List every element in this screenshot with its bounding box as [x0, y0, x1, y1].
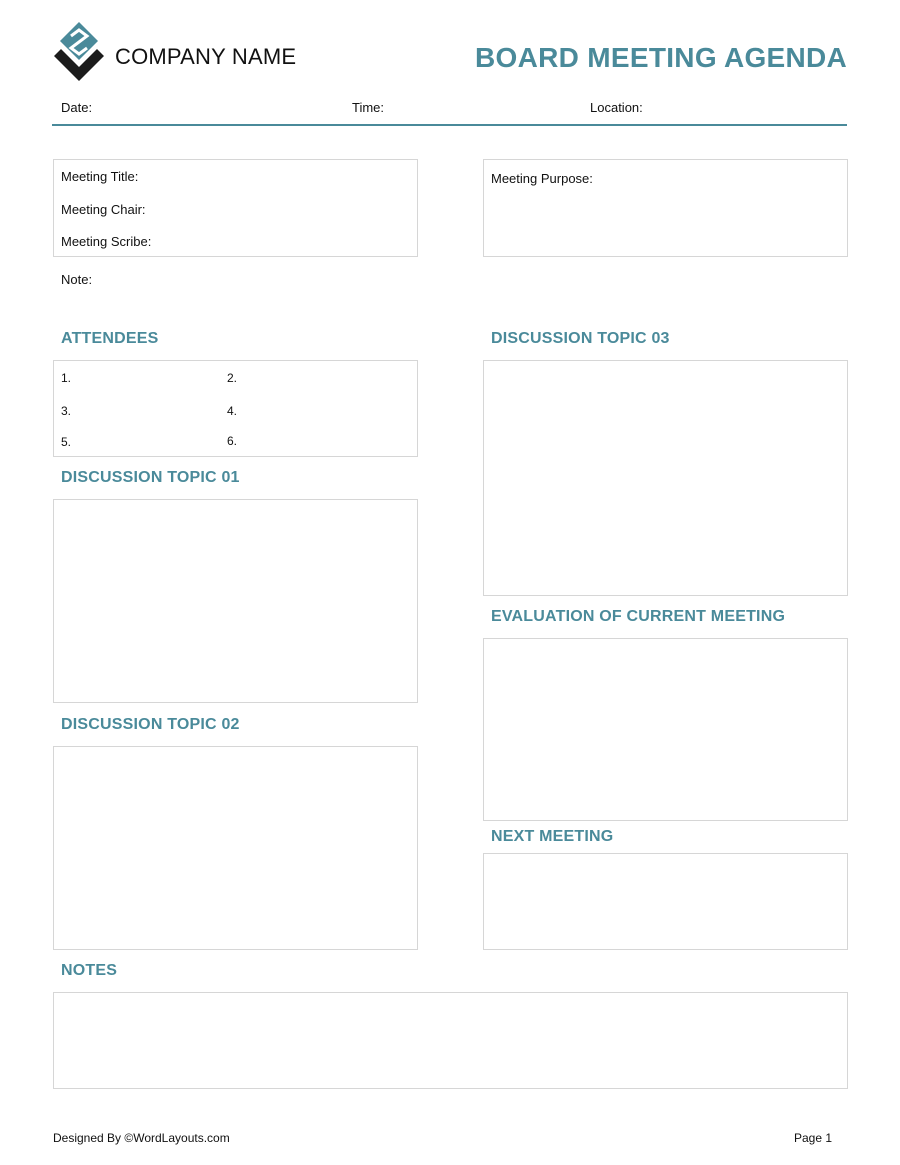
- evaluation-box: [483, 638, 848, 821]
- topic-01-heading: DISCUSSION TOPIC 01: [61, 469, 240, 486]
- meeting-scribe-label: Meeting Scribe:: [61, 234, 152, 249]
- header-divider: [52, 124, 847, 126]
- notes-box: [53, 992, 848, 1089]
- date-label: Date:: [61, 100, 93, 115]
- attendee-item: 6.: [227, 434, 238, 448]
- note-label: Note:: [61, 272, 93, 287]
- meeting-title-label: Meeting Title:: [61, 169, 139, 184]
- attendee-item: 3.: [61, 404, 72, 418]
- attendee-item: 1.: [61, 371, 72, 385]
- next-meeting-heading: NEXT MEETING: [491, 828, 614, 845]
- notes-heading: NOTES: [61, 962, 118, 979]
- footer-credit: Designed By ©WordLayouts.com: [53, 1131, 230, 1145]
- diamond-logo-icon: [54, 22, 104, 82]
- attendee-item: 2.: [227, 371, 238, 385]
- topic-03-box: [483, 360, 848, 596]
- meeting-purpose-label: Meeting Purpose:: [491, 171, 593, 186]
- time-label: Time:: [352, 100, 385, 115]
- document-title: BOARD MEETING AGENDA: [475, 42, 848, 73]
- page-number: Page 1: [794, 1131, 833, 1145]
- attendees-heading: ATTENDEES: [61, 330, 159, 347]
- next-meeting-box: [483, 853, 848, 950]
- attendee-item: 5.: [61, 435, 72, 449]
- topic-02-heading: DISCUSSION TOPIC 02: [61, 716, 240, 733]
- meeting-chair-label: Meeting Chair:: [61, 202, 146, 217]
- attendee-item: 4.: [227, 404, 238, 418]
- location-label: Location:: [590, 100, 643, 115]
- company-name: COMPANY NAME: [115, 44, 297, 69]
- topic-01-box: [53, 499, 418, 703]
- evaluation-heading: EVALUATION OF CURRENT MEETING: [491, 608, 786, 625]
- topic-03-heading: DISCUSSION TOPIC 03: [491, 330, 670, 347]
- topic-02-box: [53, 746, 418, 950]
